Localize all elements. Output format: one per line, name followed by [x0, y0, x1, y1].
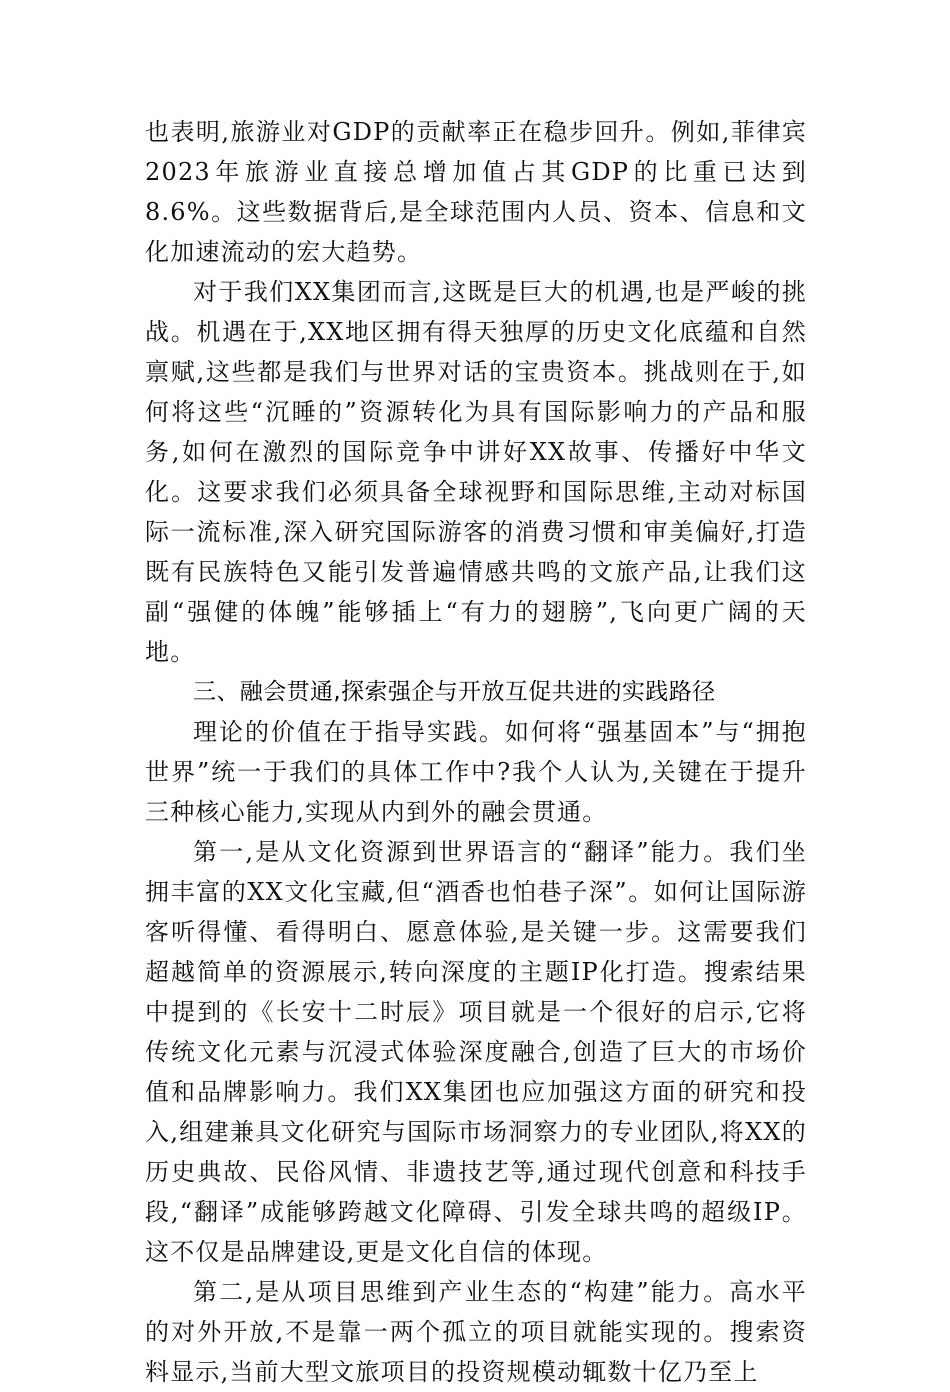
- paragraph-theory-practice: 理论的价值在于指导实践。如何将“强基固本”与“拥抱世界”统一于我们的具体工作中?我个人认为,关键在于提升三种核心能力,实现从内到外的融会贯通。: [145, 718, 807, 826]
- section-heading-three: 三、融会贯通,探索强企与开放互促共进的实践路径: [193, 679, 716, 705]
- paragraph-opportunity-challenge: 对于我们XX集团而言,这既是巨大的机遇,也是严峻的挑战。机遇在于,XX地区拥有得天独厚的历史文化底蕴和自然禀赋,这些都是我们与世界对话的宝贵资本。挑战则在于,如何将这些“沉睡的”资源转化为具有国际影响力的产品和服务,如何在激烈的国际竞争中讲好XX故事、传播好中华文化。这要求我们必须具备全球视野和国际思维,主动对标国际一流标准,深入研究国际游客的消费习惯和审美偏好,打造既有民族特色又能引发普遍情感共鸣的文旅产品,让我们这副“强健的体魄”能够插上“有力的翅膀”,飞向更广阔的天地。: [145, 278, 807, 666]
- paragraph-first-ability: 第一,是从文化资源到世界语言的“翻译”能力。我们坐拥丰富的XX文化宝藏,但“酒香也怕巷子深”。如何让国际游客听得懂、看得明白、愿意体验,是关键一步。这需要我们超越简单的资源展示,转向深度的主题IP化打造。搜索结果中提到的《长安十二时辰》项目就是一个很好的启示,它将传统文化元素与沉浸式体验深度融合,创造了巨大的市场价值和品牌影响力。我们XX集团也应加强这方面的研究和投入,组建兼具文化研究与国际市场洞察力的专业团队,将XX的历史典故、民俗风情、非遗技艺等,通过现代创意和科技手段,“翻译”成能够跨越文化障碍、引发全球共鸣的超级IP。这不仅是品牌建设,更是文化自信的体现。: [145, 838, 807, 1266]
- document-body: [145, 112, 807, 1392]
- paragraph-second-ability: 第二,是从项目思维到产业生态的“构建”能力。高水平的对外开放,不是靠一两个孤立的项目就能实现的。搜索资料显示,当前大型文旅项目的投资规模动辄数十亿乃至上: [145, 1278, 807, 1386]
- paragraph-continuation: 也表明,旅游业对GDP的贡献率正在稳步回升。例如,菲律宾2023年旅游业直接总增加值占其GDP的比重已达到8.6%。这些数据背后,是全球范围内人员、资本、信息和文化加速流动的宏大趋势。: [145, 118, 807, 266]
